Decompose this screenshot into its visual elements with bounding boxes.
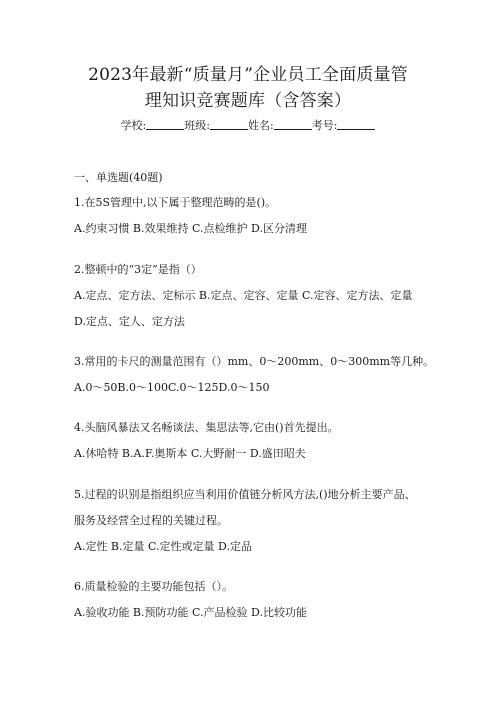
question-6: 6.质量检验的主要功能包括（）。	[74, 580, 233, 593]
school-label: 学校:	[120, 119, 147, 132]
question-2: 2.整顿中的“3定”是指（）	[74, 263, 202, 276]
document-title-line-2: 理知识竞赛题库（含答案）	[144, 91, 352, 111]
question-2-options-line-2: D.定点、定人、定方法	[74, 315, 185, 328]
exam-number-label: 考号:	[311, 119, 338, 132]
question-5-line-1: 5.过程的识别是指组织应当利用价值链分析风方法,()地分析主要产品、	[74, 488, 416, 501]
question-1: 1.在5S管理中,以下属于整理范畴的是()。	[74, 196, 277, 209]
question-3-options: A.0～50B.0～100C.0～125D.0～150	[74, 381, 270, 394]
document-title-line-1: 2023年最新“质量月”企业员工全面质量管	[88, 65, 408, 85]
question-1-options: A.约束习惯 B.效果维持 C.点检维护 D.区分清理	[74, 222, 307, 235]
section-heading: 一、单选题(40题)	[74, 171, 163, 184]
student-info-row	[0, 119, 496, 133]
question-4-options: A.休哈特 B.A.F.奥斯本 C.大野耐一 D.盛田昭夫	[74, 447, 306, 460]
question-2-options-line-1: A.定点、定方法、定标示 B.定点、定容、定量 C.定容、定方法、定量	[74, 289, 413, 302]
exam-number-blank	[337, 119, 375, 130]
name-label: 姓名:	[248, 119, 274, 132]
class-label: 班级:	[184, 119, 210, 132]
name-blank	[274, 119, 312, 130]
question-6-options: A.验收功能 B.预防功能 C.产品检验 D.比较功能	[74, 606, 307, 619]
question-5-options: A.定性 B.定量 C.定性或定量 D.定品	[74, 540, 252, 553]
question-3: 3.常用的卡尺的测量范围有（）mm、0～200mm、0～300mm等几种。	[74, 355, 435, 368]
question-4: 4.头脑风暴法又名畅谈法、集思法等,它由()首先提出。	[74, 421, 339, 434]
class-blank	[210, 119, 248, 130]
school-blank	[146, 119, 184, 130]
question-5-line-2: 服务及经营全过程的关键过程。	[74, 514, 228, 527]
